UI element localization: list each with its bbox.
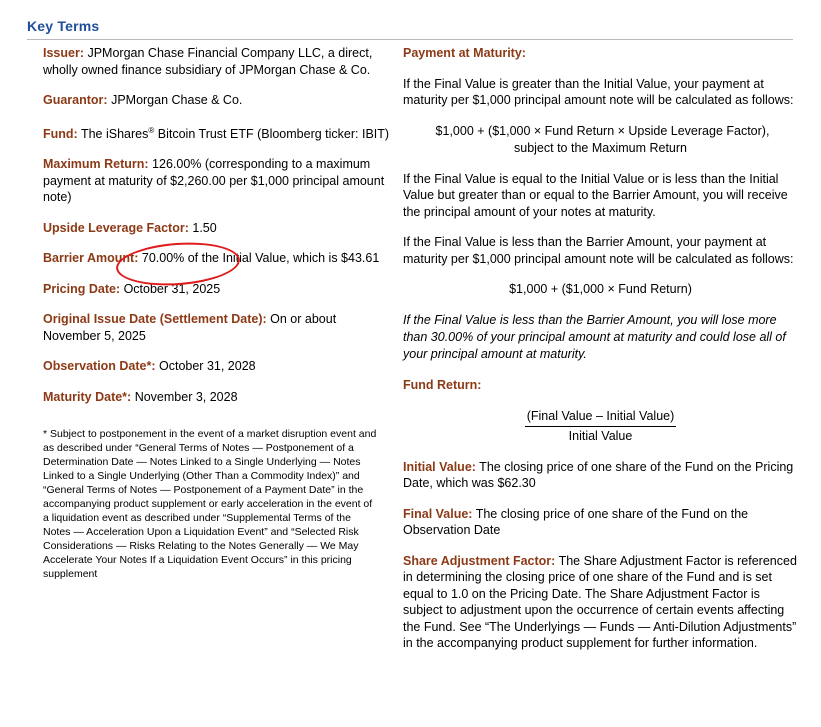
term-observation-date-value: October 31, 2028: [155, 359, 256, 374]
term-pricing-date: [43, 281, 390, 298]
term-barrier-amount-label: Barrier Amount:: [43, 251, 139, 266]
payment-at-maturity-heading: [403, 45, 798, 62]
term-final-value: [403, 506, 798, 539]
payment-formula-1-line-2: subject to the Maximum Return: [514, 140, 687, 155]
term-fund: [43, 123, 390, 143]
term-maturity-date: [43, 389, 390, 406]
term-share-adjustment-factor-label: Share Adjustment Factor:: [403, 553, 556, 568]
left-column: [0, 45, 400, 666]
term-maximum-return-label: Maximum Return:: [43, 157, 149, 172]
fund-return-formula: [403, 408, 798, 445]
footnote-text: * Subject to postponement in the event of a market disruption event and as described under “General Terms of Notes — Postponement of a Determination Date — Notes Linked to a Single Underlying — Notes Linked to a Single Underlying (Other Than a Commodity Index)” and “General Terms of Notes — Postponement of a Payment Date” in the accompanying product supplement or early acceleration in the event of a liquidation event as described under “Supplemental Terms of the Notes — Acceleration Upon a Liquidation Event” and “Selected Risk Considerations — Risks Relating to the Notes Generally — We May Accelerate Your Notes If a Liquidation Event Occurs” in this pricing supplement: [43, 428, 377, 581]
term-original-issue-date: [43, 311, 390, 344]
term-upside-leverage-factor: [43, 220, 390, 237]
term-guarantor-label: Guarantor:: [43, 93, 108, 107]
term-pricing-date-label: Pricing Date:: [43, 281, 121, 296]
two-column-body: [0, 45, 821, 666]
payment-para-1: If the Final Value is greater than the Initial Value, your payment at maturity per $1,000 principal amount note will be calculated as follows:: [403, 76, 794, 107]
term-maturity-date-value: November 3, 2028: [131, 389, 238, 404]
section-header: [27, 18, 793, 40]
term-maximum-return-value: 126.00% (corresponding to a maximum payment at maturity of $2,260.00 per $1,000 principal amount note): [43, 157, 385, 205]
term-original-issue-date-value: On or about November 5, 2025: [43, 312, 337, 343]
term-maturity-date-label: Maturity Date*:: [43, 389, 132, 404]
term-fund-label: Fund:: [43, 126, 78, 141]
term-upside-leverage-factor-value: 1.50: [188, 220, 217, 235]
downside-risk-note: If the Final Value is less than the Barrier Amount, you will lose more than 30.00% of your principal amount at maturity and could lose all of your principal amount at maturity.: [403, 313, 786, 361]
term-fund-value-a: The iShares: [77, 126, 149, 141]
fund-return-heading: [403, 377, 798, 394]
term-final-value-text: The closing price of one share of the Fund on the Observation Date: [403, 506, 749, 537]
term-guarantor: [43, 92, 390, 109]
header-divider: [27, 39, 793, 40]
term-observation-date-label: Observation Date*:: [43, 359, 156, 374]
fund-return-denominator: Initial Value: [568, 428, 633, 443]
term-barrier-amount-value: 70.00% of the Initial Value, which is $43.61: [138, 251, 380, 266]
payment-formula-2: $1,000 + ($1,000 × Fund Return): [509, 282, 692, 296]
term-pricing-date-value: October 31, 2025: [120, 281, 221, 296]
term-initial-value-label: Initial Value:: [403, 459, 476, 474]
term-barrier-amount: [43, 250, 390, 267]
payment-para-3: If the Final Value is less than the Barrier Amount, your payment at maturity per $1,000 principal amount note will be calculated as follows:: [403, 235, 794, 266]
term-initial-value: [403, 459, 798, 492]
term-issuer: [43, 45, 390, 78]
term-maximum-return: [43, 156, 390, 206]
term-issuer-label: Issuer:: [43, 46, 84, 60]
right-column: [400, 45, 821, 666]
page-title: Key Terms: [27, 18, 100, 34]
registered-mark: ®: [148, 125, 155, 135]
term-upside-leverage-factor-label: Upside Leverage Factor:: [43, 220, 189, 235]
payment-formula-1-line-1: $1,000 + ($1,000 × Fund Return × Upside Leverage Factor),: [435, 123, 770, 138]
term-fund-value-b: Bitcoin Trust ETF (Bloomberg ticker: IBIT): [154, 126, 390, 141]
payment-para-2: If the Final Value is equal to the Initial Value or is less than the Initial Value but greater than or equal to the Barrier Amount, you will receive the principal amount of your notes at maturity.: [403, 171, 788, 219]
fund-return-label: Fund Return:: [403, 378, 482, 392]
term-observation-date: [43, 358, 390, 375]
fund-return-numerator: (Final Value – Initial Value): [525, 408, 677, 427]
term-final-value-label: Final Value:: [403, 506, 473, 521]
term-share-adjustment-factor-text: The Share Adjustment Factor is referenced in determining the closing price of one share of the Fund and is set equal to 1.0 on the Pricing Date. The Share Adjustment Factor is subject to adjustment upon the occurrence of certain events affecting the Fund. See “The Underlyings — Funds — Anti-Dilution Adjustments” in the accompanying product supplement for further information.: [403, 553, 797, 650]
term-original-issue-date-label: Original Issue Date (Settlement Date):: [43, 312, 267, 327]
term-guarantor-value: JPMorgan Chase & Co.: [107, 93, 243, 107]
term-share-adjustment-factor: [403, 553, 798, 652]
term-initial-value-text: The closing price of one share of the Fund on the Pricing Date, which was $62.30: [403, 459, 794, 490]
payment-at-maturity-label: Payment at Maturity:: [403, 46, 526, 60]
term-issuer-value: JPMorgan Chase Financial Company LLC, a direct, wholly owned finance subsidiary of JPMorgan Chase & Co.: [43, 46, 373, 77]
payment-formula-1: [403, 123, 798, 157]
